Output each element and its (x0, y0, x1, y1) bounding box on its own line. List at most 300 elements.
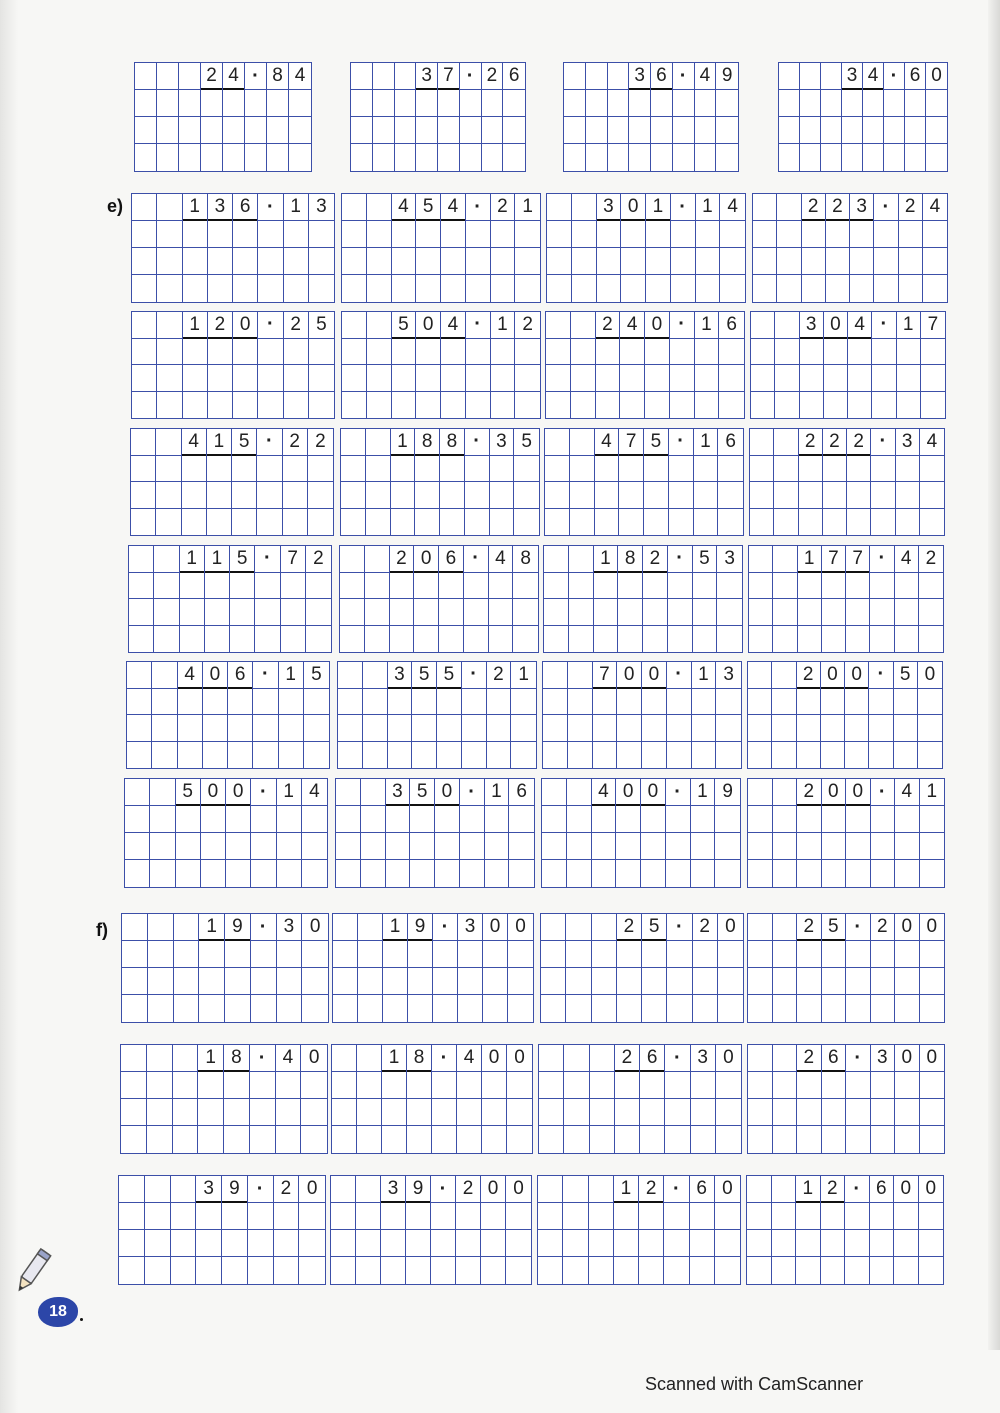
answer-cell (483, 968, 508, 995)
answer-cell (895, 806, 920, 833)
answer-cell (132, 194, 157, 221)
answer-cell (920, 968, 945, 995)
answer-cell (456, 1257, 481, 1284)
answer-cell (777, 248, 801, 275)
digit-cell: 1 (897, 312, 921, 339)
answer-cell (390, 626, 415, 653)
answer-cell (773, 833, 798, 860)
answer-cell (772, 1203, 797, 1230)
answer-cell (342, 194, 367, 221)
answer-cell (233, 275, 258, 302)
answer-cell (361, 779, 386, 806)
answer-cell (367, 365, 392, 392)
answer-cell (431, 1203, 456, 1230)
answer-cell (673, 117, 695, 144)
answer-cell (640, 1072, 665, 1099)
digit-cell: 3 (896, 429, 920, 456)
answer-cell (564, 1099, 589, 1126)
answer-cell (797, 1126, 822, 1153)
answer-cell (586, 117, 608, 144)
answer-cell (341, 509, 366, 536)
answer-cell (718, 456, 743, 483)
answer-cell (441, 275, 466, 302)
answer-cell (616, 806, 641, 833)
answer-cell (383, 995, 408, 1022)
digit-cell: 1 (691, 779, 716, 806)
answer-cell (750, 429, 774, 456)
answer-cell (258, 248, 283, 275)
answer-cell (148, 968, 174, 995)
answer-cell (388, 715, 413, 742)
answer-cell (641, 806, 666, 833)
answer-cell (148, 995, 174, 1022)
answer-cell (340, 546, 365, 573)
answer-cell (132, 221, 157, 248)
answer-cell (395, 144, 417, 171)
digit-cell: 0 (846, 779, 871, 806)
answer-cell (482, 117, 504, 144)
answer-cell (919, 573, 943, 600)
multiply-dot: · (250, 1045, 276, 1072)
answer-cell (779, 117, 800, 144)
section-label-f: f) (96, 920, 108, 940)
answer-cell (357, 1099, 382, 1126)
answer-cell (230, 626, 255, 653)
answer-cell (796, 1203, 821, 1230)
digit-cell: 5 (232, 429, 257, 456)
answer-cell (894, 742, 918, 769)
answer-cell (284, 392, 309, 419)
digit-cell: 3 (800, 312, 824, 339)
answer-cell (196, 1257, 222, 1284)
answer-cell (796, 1257, 821, 1284)
answer-cell (694, 509, 719, 536)
answer-cell (308, 456, 333, 483)
answer-cell (367, 275, 392, 302)
multiply-dot: · (870, 546, 894, 573)
answer-cell (179, 63, 201, 90)
answer-cell (871, 941, 896, 968)
answer-cell (248, 1230, 274, 1257)
answer-cell (895, 860, 920, 887)
digit-cell: 2 (821, 1176, 846, 1203)
answer-cell (331, 1230, 356, 1257)
answer-cell (920, 482, 944, 509)
answer-cell (150, 860, 175, 887)
digit-cell: 1 (798, 546, 822, 573)
answer-cell (342, 339, 367, 366)
answer-cell (157, 312, 182, 339)
answer-cell (821, 117, 842, 144)
digit-cell: 3 (277, 914, 303, 941)
answer-cell (871, 509, 895, 536)
answer-cell (539, 1126, 564, 1153)
digit-cell: 0 (895, 914, 920, 941)
answer-cell (490, 509, 515, 536)
answer-cell (592, 995, 617, 1022)
answer-cell (306, 599, 331, 626)
digit-cell: 4 (457, 1045, 482, 1072)
answer-cell (250, 1126, 276, 1153)
answer-cell (870, 573, 894, 600)
answer-cell (920, 995, 945, 1022)
answer-cell (541, 968, 566, 995)
digit-cell: 4 (182, 429, 207, 456)
answer-cell (340, 626, 365, 653)
answer-cell (779, 144, 800, 171)
digit-cell: 7 (822, 546, 846, 573)
answer-cell (846, 599, 870, 626)
answer-cell (203, 715, 228, 742)
answer-cell (566, 995, 591, 1022)
digit-cell: 4 (848, 312, 872, 339)
answer-cell (750, 509, 774, 536)
digit-cell: 1 (796, 1176, 821, 1203)
answer-cell (716, 1099, 741, 1126)
multiply-dot: · (258, 312, 283, 339)
digit-cell: 0 (718, 914, 743, 941)
digit-cell: 2 (208, 312, 233, 339)
answer-cell (507, 1099, 532, 1126)
answer-cell (251, 806, 276, 833)
digit-cell: 0 (822, 779, 847, 806)
answer-cell (894, 1230, 919, 1257)
answer-cell (390, 599, 415, 626)
answer-cell (433, 995, 458, 1022)
answer-cell (174, 995, 200, 1022)
digit-cell: 4 (441, 194, 466, 221)
answer-cell (145, 1257, 171, 1284)
answer-cell (822, 833, 847, 860)
page-shadow (0, 0, 18, 1413)
answer-cell (363, 662, 388, 689)
answer-cell (718, 509, 743, 536)
answer-cell (173, 1099, 199, 1126)
answer-cell (302, 833, 327, 860)
answer-cell (720, 275, 745, 302)
multiply-dot: · (884, 63, 905, 90)
answer-cell (222, 1257, 248, 1284)
answer-cell (414, 626, 439, 653)
answer-cell (226, 833, 251, 860)
multiply-dot: · (465, 429, 490, 456)
digit-cell: 6 (651, 63, 673, 90)
answer-cell (365, 573, 390, 600)
digit-cell: 1 (695, 312, 720, 339)
digit-cell: 5 (392, 312, 417, 339)
multiply-dot: · (462, 662, 487, 689)
answer-cell (918, 742, 942, 769)
multiply-dot: · (665, 1045, 690, 1072)
digit-cell: 2 (596, 312, 621, 339)
answer-cell (774, 509, 798, 536)
answer-cell (664, 1203, 689, 1230)
answer-cell (433, 968, 458, 995)
answer-cell (566, 968, 591, 995)
answer-cell (336, 779, 361, 806)
digit-cell: 6 (233, 194, 258, 221)
answer-cell (592, 968, 617, 995)
answer-cell (171, 1203, 197, 1230)
answer-cell (277, 860, 302, 887)
answer-cell (150, 833, 175, 860)
multiply-dot: · (245, 63, 267, 90)
answer-cell (490, 456, 515, 483)
exercise-grid (747, 778, 945, 888)
answer-cell (846, 626, 870, 653)
answer-cell (772, 1257, 797, 1284)
answer-cell (435, 833, 460, 860)
answer-cell (119, 1203, 145, 1230)
answer-cell (693, 968, 718, 995)
answer-cell (208, 339, 233, 366)
answer-cell (135, 144, 157, 171)
answer-cell (720, 248, 745, 275)
digit-cell: 7 (438, 63, 460, 90)
answer-cell (432, 1126, 457, 1153)
answer-cell (276, 1072, 302, 1099)
digit-cell: 1 (692, 662, 717, 689)
answer-cell (750, 456, 774, 483)
answer-cell (673, 90, 695, 117)
answer-cell (157, 365, 182, 392)
answer-cell (921, 392, 945, 419)
answer-cell (466, 275, 491, 302)
answer-cell (797, 833, 822, 860)
answer-cell (821, 715, 845, 742)
answer-cell (182, 456, 207, 483)
answer-cell (183, 339, 208, 366)
answer-cell (664, 1230, 689, 1257)
answer-cell (718, 482, 743, 509)
answer-cell (719, 392, 744, 419)
answer-cell (441, 221, 466, 248)
answer-cell (773, 779, 798, 806)
answer-cell (122, 941, 148, 968)
answer-cell (509, 833, 534, 860)
answer-cell (800, 144, 821, 171)
answer-cell (482, 1126, 507, 1153)
answer-cell (798, 626, 822, 653)
answer-cell (716, 90, 738, 117)
answer-cell (483, 995, 508, 1022)
answer-cell (570, 429, 595, 456)
digit-cell: 1 (485, 779, 510, 806)
answer-cell (373, 144, 395, 171)
answer-cell (456, 1230, 481, 1257)
digit-cell: 2 (639, 1176, 664, 1203)
digit-cell: 4 (276, 1045, 302, 1072)
answer-cell (589, 1230, 614, 1257)
answer-cell (796, 1230, 821, 1257)
digit-cell: 5 (822, 914, 847, 941)
answer-cell (590, 1099, 615, 1126)
answer-cell (597, 275, 622, 302)
answer-cell (567, 779, 592, 806)
answer-cell (919, 599, 943, 626)
answer-cell (779, 63, 800, 90)
answer-cell (797, 1099, 822, 1126)
exercise-grid (124, 778, 328, 888)
answer-cell (545, 456, 570, 483)
answer-cell (696, 248, 721, 275)
answer-cell (508, 995, 533, 1022)
answer-cell (460, 117, 482, 144)
answer-cell (615, 1126, 640, 1153)
answer-cell (363, 715, 388, 742)
answer-cell (899, 221, 923, 248)
answer-cell (267, 144, 289, 171)
answer-cell (597, 248, 622, 275)
answer-cell (199, 941, 225, 968)
answer-cell (666, 860, 691, 887)
digit-cell: 1 (205, 546, 230, 573)
answer-cell (386, 833, 411, 860)
exercise-grid (747, 661, 943, 769)
exercise-grid (128, 545, 332, 653)
answer-cell (823, 456, 847, 483)
answer-cell (614, 1203, 639, 1230)
answer-cell (416, 248, 441, 275)
answer-cell (309, 365, 334, 392)
digit-cell: 1 (207, 429, 232, 456)
answer-cell (651, 144, 673, 171)
answer-cell (822, 806, 847, 833)
answer-cell (431, 1230, 456, 1257)
answer-cell (696, 221, 721, 248)
answer-cell (619, 456, 644, 483)
answer-cell (618, 626, 643, 653)
answer-cell (543, 689, 568, 716)
exercise-grid (131, 193, 335, 303)
answer-cell (258, 365, 283, 392)
answer-cell (590, 1126, 615, 1153)
answer-cell (132, 339, 157, 366)
answer-cell (232, 482, 257, 509)
answer-cell (614, 1230, 639, 1257)
answer-cell (920, 833, 945, 860)
answer-cell (435, 860, 460, 887)
answer-cell (748, 806, 773, 833)
exercise-grid (131, 311, 335, 419)
answer-cell (568, 662, 593, 689)
multiply-dot: · (466, 194, 491, 221)
digit-cell: 5 (410, 779, 435, 806)
answer-cell (895, 941, 920, 968)
exercise-grid (752, 193, 948, 303)
answer-cell (408, 941, 433, 968)
multiply-dot: · (253, 662, 278, 689)
answer-cell (753, 248, 777, 275)
answer-cell (125, 779, 150, 806)
answer-cell (302, 860, 327, 887)
answer-cell (619, 509, 644, 536)
multiply-dot: · (872, 312, 896, 339)
answer-cell (821, 1230, 846, 1257)
answer-cell (668, 626, 693, 653)
digit-cell: 0 (299, 1176, 325, 1203)
answer-cell (276, 1126, 302, 1153)
answer-cell (485, 833, 510, 860)
answer-cell (800, 392, 824, 419)
multiply-dot: · (845, 1176, 870, 1203)
answer-cell (173, 1072, 199, 1099)
answer-cell (331, 1203, 356, 1230)
answer-cell (905, 144, 926, 171)
answer-cell (538, 1230, 563, 1257)
answer-cell (695, 339, 720, 366)
answer-cell (356, 1203, 381, 1230)
answer-cell (367, 248, 392, 275)
multiply-dot: · (664, 1176, 689, 1203)
answer-cell (309, 339, 334, 366)
answer-cell (283, 456, 308, 483)
answer-cell (897, 392, 921, 419)
answer-cell (506, 1257, 531, 1284)
digit-cell: 1 (183, 194, 208, 221)
answer-cell (440, 482, 465, 509)
answer-cell (539, 1045, 564, 1072)
answer-cell (395, 117, 417, 144)
answer-cell (196, 1230, 222, 1257)
answer-cell (921, 365, 945, 392)
digit-cell: 0 (926, 63, 947, 90)
digit-cell: 8 (407, 1045, 432, 1072)
answer-cell (639, 1230, 664, 1257)
answer-cell (439, 599, 464, 626)
answer-cell (568, 715, 593, 742)
answer-cell (228, 715, 253, 742)
answer-cell (895, 1126, 920, 1153)
answer-cell (363, 689, 388, 716)
answer-cell (542, 806, 567, 833)
answer-cell (597, 221, 622, 248)
answer-cell (541, 914, 566, 941)
digit-cell: 1 (180, 546, 205, 573)
multiply-dot: · (871, 429, 895, 456)
answer-cell (629, 144, 651, 171)
answer-cell (150, 806, 175, 833)
answer-cell (222, 1230, 248, 1257)
answer-cell (174, 941, 200, 968)
answer-cell (309, 392, 334, 419)
answer-cell (842, 117, 863, 144)
answer-cell (919, 1230, 944, 1257)
answer-cell (515, 365, 540, 392)
answer-cell (667, 715, 692, 742)
answer-cell (515, 248, 540, 275)
answer-cell (847, 456, 871, 483)
answer-cell (198, 1072, 224, 1099)
digit-cell: 5 (437, 662, 462, 689)
answer-cell (391, 456, 416, 483)
answer-cell (594, 626, 619, 653)
answer-cell (822, 626, 846, 653)
answer-cell (309, 275, 334, 302)
answer-cell (617, 742, 642, 769)
digit-cell: 8 (415, 429, 440, 456)
answer-cell (135, 90, 157, 117)
answer-cell (342, 392, 367, 419)
exercise-grid (540, 913, 744, 1023)
answer-cell (302, 806, 327, 833)
answer-cell (571, 365, 596, 392)
answer-cell (798, 573, 822, 600)
multiply-dot: · (669, 429, 694, 456)
answer-cell (407, 1099, 432, 1126)
answer-cell (121, 1126, 147, 1153)
answer-cell (693, 573, 718, 600)
